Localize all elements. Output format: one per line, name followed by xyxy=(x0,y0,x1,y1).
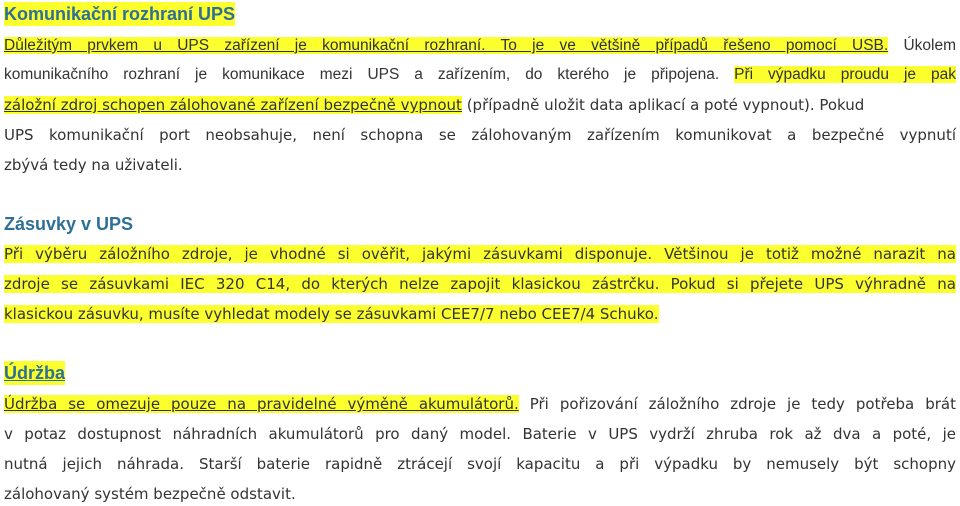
highlighted-text: zdroje se zásuvkami IEC 320 C14, do kterých nelze zapojit klasickou zástrčku. xyxy=(4,275,660,293)
highlighted-text: Pokud si přejete UPS výhradně na xyxy=(659,275,956,293)
plain-text: Úkolem xyxy=(888,37,956,54)
plain-text: (případně uložit data aplikací a poté vypnout). Pokud xyxy=(461,96,865,114)
paragraph-line xyxy=(4,272,956,296)
plain-text: zbývá tedy na uživateli. xyxy=(4,156,183,174)
paragraph-line xyxy=(4,123,956,147)
plain-text: Při pořizování záložního zdroje je tedy potřeba brát xyxy=(518,395,956,413)
highlighted-text: Důležitým prvkem u UPS zařízení je komunikační rozhraní. To je ve většině případů řešeno pomocí USB. xyxy=(4,37,889,54)
section-heading-komunikacni-rozhrani xyxy=(4,2,235,26)
highlighted-text: Při výběru záložního zdroje, je vhodné si ověřit, jakými zásuvkami disponuje. xyxy=(4,245,653,263)
paragraph-line xyxy=(4,153,183,177)
heading-text: Komunikační rozhraní UPS xyxy=(4,4,236,24)
paragraph-line xyxy=(4,482,296,506)
plain-text: v potaz dostupnost náhradních akumulátorů pro daný model. Baterie v UPS vydrží zhruba rok až dva a poté, je xyxy=(4,425,956,443)
plain-text: UPS komunikační port neobsahuje, není schopna se zálohovaným zařízením komunikovat a bezpečné vypnutí xyxy=(4,126,956,144)
paragraph-line xyxy=(4,392,956,416)
paragraph-line xyxy=(4,93,864,117)
plain-text: zálohovaný systém bezpečně odstavit. xyxy=(4,485,296,503)
heading-text: Údržba xyxy=(4,363,66,383)
paragraph-line xyxy=(4,452,956,476)
plain-text: komunikačního rozhraní je komunikace mezi UPS a zařízením, do kterého je připojena. xyxy=(4,66,735,83)
paragraph-line xyxy=(4,242,956,266)
section-heading-udrzba xyxy=(4,361,65,385)
section-heading-zasuvky xyxy=(4,212,133,236)
heading-text: Zásuvky v UPS xyxy=(4,214,134,234)
paragraph-line xyxy=(4,422,956,446)
plain-text: nutná jejich náhrada. Starší baterie rapidně ztrácejí svojí kapacitu a při výpadku by nemusely být schopny xyxy=(4,455,956,473)
paragraph-line xyxy=(4,34,956,58)
highlighted-text: klasickou zásuvku, musíte vyhledat modely se zásuvkami CEE7/7 nebo CEE7/4 Schuko. xyxy=(4,305,659,323)
highlighted-text: záložní zdroj schopen zálohované zařízení bezpečně vypnout xyxy=(4,96,462,114)
highlighted-text: Většinou je totiž možné narazit na xyxy=(652,245,956,263)
highlighted-text: Údržba se omezuje pouze na pravidelné výměně akumulátorů. xyxy=(4,395,519,413)
paragraph-line xyxy=(4,302,659,326)
highlighted-text: Při výpadku proudu je pak xyxy=(734,66,956,83)
paragraph-line xyxy=(4,63,956,87)
